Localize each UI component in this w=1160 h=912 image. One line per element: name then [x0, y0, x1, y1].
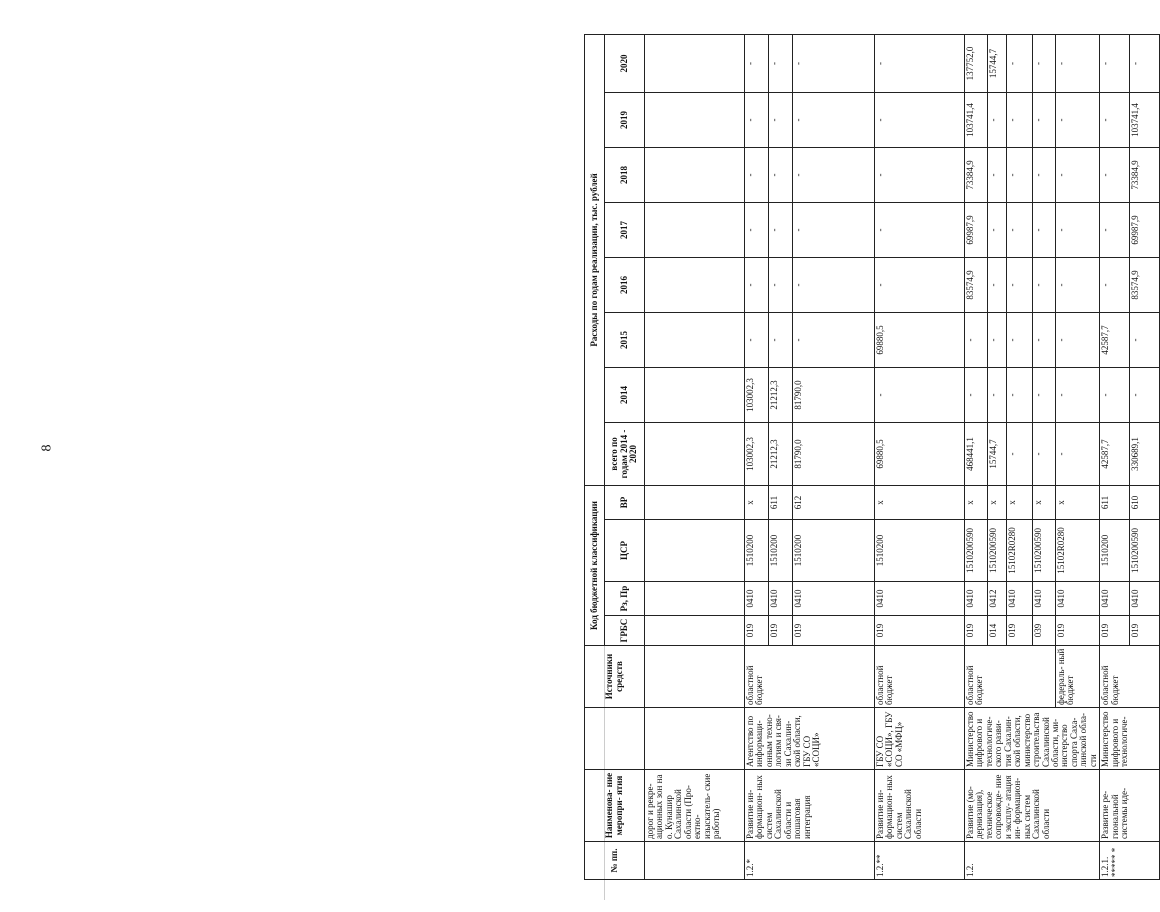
carry-executor [645, 708, 745, 770]
cell-y2016: - [793, 257, 875, 312]
header-csr: ЦСР [605, 520, 645, 582]
cell-vr: x [965, 485, 988, 519]
header-year: 2015 [605, 312, 645, 367]
header-executor [585, 708, 645, 770]
cell-y2016: - [745, 257, 769, 312]
row-name: Развитие ин- формацион- ных систем Сахалинской области и пошаговая интеграция [745, 770, 875, 842]
cell-y2019: - [1055, 92, 1099, 147]
cell-y2020: 15744,7 [988, 34, 1007, 92]
cell-y2014: - [965, 367, 988, 422]
cell-y2015: - [769, 312, 793, 367]
cell-y2015: 69880,5 [875, 312, 965, 367]
row-source: областной бюджет [745, 646, 875, 708]
cell-y2015: - [1130, 312, 1160, 367]
cell-grbs: 019 [1007, 616, 1032, 646]
cell-vr: x [1007, 485, 1032, 519]
header-year: 2016 [605, 257, 645, 312]
header-year: 2020 [605, 34, 645, 92]
cell-rzpr: 0410 [1100, 582, 1130, 616]
header-num: № пп. [585, 842, 645, 880]
cell-total: - [1007, 422, 1032, 485]
cell-y2014: - [1100, 367, 1130, 422]
cell-grbs: 019 [965, 616, 988, 646]
cell-total: 42587,7 [1100, 422, 1130, 485]
cell-y2019: - [769, 92, 793, 147]
table-row [965, 34, 988, 879]
header-year: 2019 [605, 92, 645, 147]
cell-vr: 610 [1130, 485, 1160, 519]
cell-total: 103002,3 [745, 422, 769, 485]
cell-y2016: - [1100, 257, 1130, 312]
cell-y2016: 83574,9 [1130, 257, 1160, 312]
cell-vr: 612 [793, 485, 875, 519]
cell-y2017: - [793, 202, 875, 257]
cell-y2015: - [1055, 312, 1099, 367]
cell-y2019: - [1007, 92, 1032, 147]
cell-y2017: - [1100, 202, 1130, 257]
cell-grbs: 014 [988, 616, 1007, 646]
cell-y2016: - [875, 257, 965, 312]
cell-y2020: - [1130, 34, 1160, 92]
header-year: 2018 [605, 147, 645, 202]
cell-y2015: 42587,7 [1100, 312, 1130, 367]
cell-y2020: - [793, 34, 875, 92]
cell-grbs: 019 [875, 616, 965, 646]
cell-vr: x [1055, 485, 1099, 519]
cell-y2017: - [1007, 202, 1032, 257]
cell-y2020: - [1032, 34, 1055, 92]
carry-source [645, 646, 745, 708]
cell-rzpr: 0410 [1055, 582, 1099, 616]
cell-y2014: - [1007, 367, 1032, 422]
cell-y2017: 69987,9 [1130, 202, 1160, 257]
cell-y2015: - [1032, 312, 1055, 367]
cell-rzpr: 0410 [965, 582, 988, 616]
header-vr: ВР [605, 485, 645, 519]
header-total: всего по годам 2014 - 2020 [605, 422, 645, 485]
cell-csr: 1510200 [769, 520, 793, 582]
cell-y2019: 103741,4 [1130, 92, 1160, 147]
row-num: 1.2.* [745, 842, 875, 880]
cell-total: 15744,7 [988, 422, 1007, 485]
header-expenses: Расходы по годам реализации, тыс. рублей [585, 34, 605, 485]
cell-y2015: - [965, 312, 988, 367]
cell-rzpr: 0410 [1032, 582, 1055, 616]
cell-y2017: - [1055, 202, 1099, 257]
cell-y2016: 83574,9 [965, 257, 988, 312]
cell-y2016: - [1055, 257, 1099, 312]
page-number: 8 [39, 444, 55, 452]
cell-grbs: 019 [1100, 616, 1130, 646]
cell-rzpr: 0410 [793, 582, 875, 616]
header-sources: Источники средств [585, 646, 645, 708]
cell-y2018: - [769, 147, 793, 202]
cell-vr: 611 [769, 485, 793, 519]
header-budget-code: Код бюджетной классификации [585, 485, 605, 645]
cell-y2020: 137752,0 [965, 34, 988, 92]
cell-y2018: - [745, 147, 769, 202]
cell-csr: 1510200 [793, 520, 875, 582]
row-executor: ГБУ СО «СОЦИ», ГБУ СО «МФЦ» [875, 708, 965, 770]
cell-y2016: - [1007, 257, 1032, 312]
cell-total: 21212,3 [769, 422, 793, 485]
cell-vr: x [988, 485, 1007, 519]
cell-csr: 1510200 [1100, 520, 1130, 582]
cell-y2018: - [1100, 147, 1130, 202]
row-source-federal: федераль- ный бюджет [1055, 646, 1099, 708]
cell-total: - [1032, 422, 1055, 485]
cell-csr: 15102R0280 [1007, 520, 1032, 582]
cell-y2019: - [745, 92, 769, 147]
cell-total: 468441,1 [965, 422, 988, 485]
cell-csr: 1510200590 [965, 520, 988, 582]
cell-y2019: - [875, 92, 965, 147]
header-rzpr: Рз, Пр [605, 582, 645, 616]
cell-y2015: - [988, 312, 1007, 367]
cell-y2020: - [769, 34, 793, 92]
cell-grbs: 019 [1130, 616, 1160, 646]
cell-y2015: - [745, 312, 769, 367]
cell-total: 330689,1 [1130, 422, 1160, 485]
row-executor: Министерство цифрового и технологиче- [1100, 708, 1160, 770]
cell-grbs: 019 [745, 616, 769, 646]
row-name: Развитие (мо- дернизация), техническое сопровожде- ние и эксплу- атация ин- формацион- ных систем Сахалинской области [965, 770, 1100, 842]
cell-y2017: - [745, 202, 769, 257]
cell-y2020: - [1100, 34, 1130, 92]
table-row [1100, 34, 1130, 879]
cell-grbs: 039 [1032, 616, 1055, 646]
row-source: областной бюджет [1100, 646, 1160, 708]
cell-grbs: 019 [769, 616, 793, 646]
budget-table [584, 34, 1160, 880]
cell-total: 81790,0 [793, 422, 875, 485]
cell-y2017: - [988, 202, 1007, 257]
cell-grbs: 019 [793, 616, 875, 646]
cell-csr: 1510200590 [988, 520, 1007, 582]
budget-table-rotated [584, 35, 1141, 880]
carry-name: дорог и рекре- ационных зон на о. Кунашир Сахалинской области (Про- ектно- изыскатель- ские работы) [645, 770, 745, 842]
cell-y2014: - [1130, 367, 1160, 422]
cell-y2018: - [793, 147, 875, 202]
cell-y2016: - [769, 257, 793, 312]
cell-y2019: 103741,4 [965, 92, 988, 147]
cell-y2014: 81790,0 [793, 367, 875, 422]
cell-y2018: - [875, 147, 965, 202]
cell-y2019: - [793, 92, 875, 147]
cell-vr: 611 [1100, 485, 1130, 519]
cell-y2014: 103002,3 [745, 367, 769, 422]
cell-rzpr: 0410 [769, 582, 793, 616]
cell-y2014: 21212,3 [769, 367, 793, 422]
cell-y2018: - [1007, 147, 1032, 202]
cell-y2016: - [988, 257, 1007, 312]
row-num: 1.2.** [875, 842, 965, 880]
cell-y2014: - [988, 367, 1007, 422]
cell-y2019: - [1100, 92, 1130, 147]
cell-rzpr: 0410 [1130, 582, 1160, 616]
cell-vr: x [745, 485, 769, 519]
header-name: Наименова- ние меропри- ятия [585, 770, 645, 842]
cell-csr: 1510200590 [1032, 520, 1055, 582]
cell-y2017: - [769, 202, 793, 257]
cell-y2015: - [793, 312, 875, 367]
cell-y2019: - [988, 92, 1007, 147]
cell-y2014: - [1055, 367, 1099, 422]
cell-rzpr: 0410 [745, 582, 769, 616]
cell-y2017: - [875, 202, 965, 257]
row-num: 1.2. [965, 842, 1100, 880]
row-source: областной бюджет [875, 646, 965, 708]
header-year: 2017 [605, 202, 645, 257]
header-grbs: ГРБС [605, 616, 645, 646]
cell-y2020: - [1055, 34, 1099, 92]
cell-total: - [1055, 422, 1099, 485]
table-row [745, 34, 769, 879]
table-row [875, 34, 965, 879]
row-source: областной бюджет [965, 646, 1056, 708]
row-num: 1.2.1. ***** * [1100, 842, 1160, 880]
cell-y2020: - [1007, 34, 1032, 92]
cell-csr: 1510200 [875, 520, 965, 582]
cell-y2018: 73384,9 [1130, 147, 1160, 202]
carry-num [645, 842, 745, 880]
cell-y2018: - [1032, 147, 1055, 202]
header-year: 2014 [605, 367, 645, 422]
cell-y2014: - [875, 367, 965, 422]
cell-y2014: - [1032, 367, 1055, 422]
cell-grbs: 019 [1055, 616, 1099, 646]
cell-csr: 1510200590 [1130, 520, 1160, 582]
cell-y2020: - [875, 34, 965, 92]
cell-rzpr: 0412 [988, 582, 1007, 616]
cell-y2018: - [1055, 147, 1099, 202]
row-name: Развитие ин- формацион- ных систем Сахалинской области [875, 770, 965, 842]
cell-y2020: - [745, 34, 769, 92]
cell-vr: x [875, 485, 965, 519]
cell-vr: x [1032, 485, 1055, 519]
cell-y2017: 69987,9 [965, 202, 988, 257]
cell-y2019: - [1032, 92, 1055, 147]
cell-csr: 15102R0280 [1055, 520, 1099, 582]
cell-rzpr: 0410 [875, 582, 965, 616]
cell-y2018: - [988, 147, 1007, 202]
cell-total: 69880,5 [875, 422, 965, 485]
row-executor: Министерство цифрового и технологиче- ского разви- тия Сахалин- ской области, министерство строительства Сахалинской области, ми- нистерство спорта Саха- линской обла- сти [965, 708, 1100, 770]
cell-csr: 1510200 [745, 520, 769, 582]
cell-y2018: 73384,9 [965, 147, 988, 202]
cell-rzpr: 0410 [1007, 582, 1032, 616]
cell-y2015: - [1007, 312, 1032, 367]
cell-y2017: - [1032, 202, 1055, 257]
row-executor: Агентство по информаци- онным техно- логиям и свя- зи Сахалин- ской области, ГБУ СО «СОЦИ» [745, 708, 875, 770]
cell-y2016: - [1032, 257, 1055, 312]
row-name: Развитие ре- гиональной системы иде- [1100, 770, 1160, 842]
